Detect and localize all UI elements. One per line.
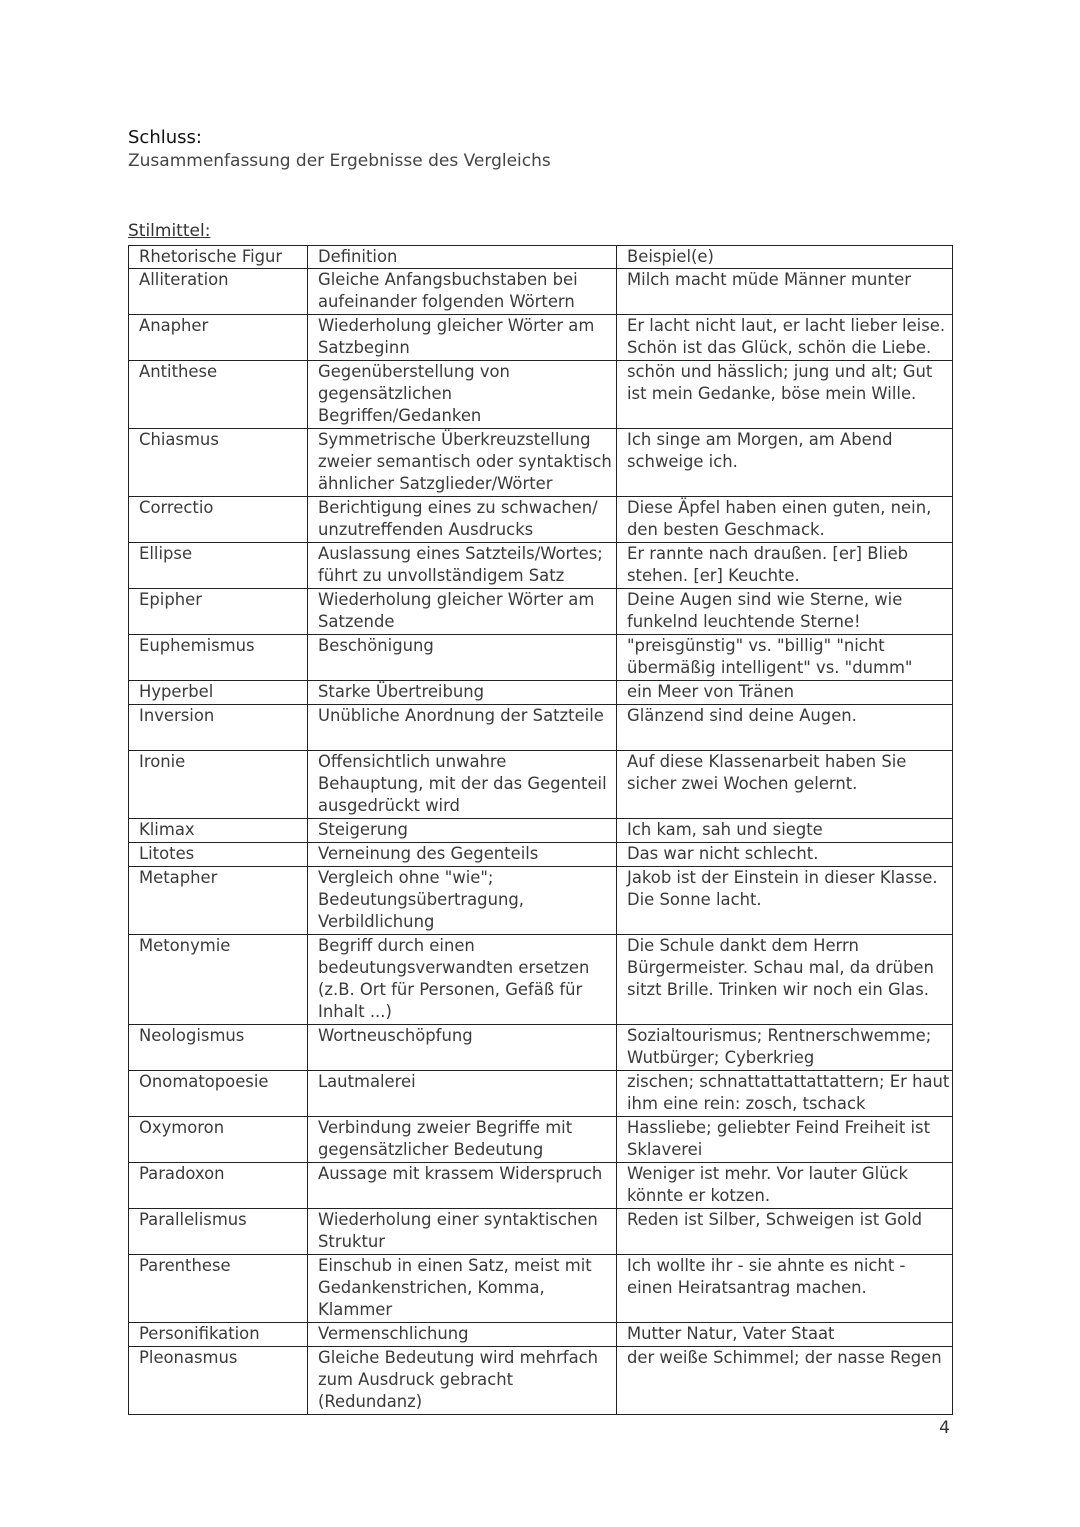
cell-example: schön und hässlich; jung und alt; Gut ist mein Gedanke, böse mein Wille. [617, 361, 953, 429]
cell-example: Hassliebe; geliebter Feind Freiheit ist Sklaverei [617, 1117, 953, 1163]
table-row [129, 751, 953, 819]
cell-definition: Unübliche Anordnung der Satzteile [308, 705, 617, 751]
cell-example: Ich wollte ihr - sie ahnte es nicht - einen Heiratsantrag machen. [617, 1255, 953, 1323]
cell-figure: Personifikation [129, 1323, 308, 1347]
cell-definition: Einschub in einen Satz, meist mit Gedankenstrichen, Komma, Klammer [308, 1255, 617, 1323]
cell-definition: Steigerung [308, 819, 617, 843]
cell-example: zischen; schnattattattattattern; Er haut ihm eine rein: zosch, tschack [617, 1071, 953, 1117]
cell-example: Milch macht müde Männer munter [617, 269, 953, 315]
cell-example: Weniger ist mehr. Vor lauter Glück könnte er kotzen. [617, 1163, 953, 1209]
table-row [129, 843, 953, 867]
cell-figure: Hyperbel [129, 681, 308, 705]
cell-figure: Correctio [129, 497, 308, 543]
cell-example: Reden ist Silber, Schweigen ist Gold [617, 1209, 953, 1255]
table-caption: Stilmittel: [128, 221, 211, 241]
table-row [129, 429, 953, 497]
cell-definition: Verbindung zweier Begriffe mit gegensätzlicher Bedeutung [308, 1117, 617, 1163]
cell-figure: Oxymoron [129, 1117, 308, 1163]
cell-example: Mutter Natur, Vater Staat [617, 1323, 953, 1347]
cell-definition: Begriff durch einen bedeutungsverwandten ersetzen (z.B. Ort für Personen, Gefäß für Inhalt ...) [308, 935, 617, 1025]
cell-figure: Paradoxon [129, 1163, 308, 1209]
cell-definition: Verneinung des Gegenteils [308, 843, 617, 867]
cell-figure: Euphemismus [129, 635, 308, 681]
cell-definition: Lautmalerei [308, 1071, 617, 1117]
cell-definition: Gleiche Bedeutung wird mehrfach zum Ausdruck gebracht (Redundanz) [308, 1347, 617, 1415]
table-row [129, 705, 953, 751]
cell-example: Jakob ist der Einstein in dieser Klasse. Die Sonne lacht. [617, 867, 953, 935]
cell-figure: Metonymie [129, 935, 308, 1025]
table-row [129, 315, 953, 361]
cell-definition: Wiederholung einer syntaktischen Struktur [308, 1209, 617, 1255]
table-row [129, 497, 953, 543]
table-row [129, 269, 953, 315]
table-body [129, 269, 953, 1415]
stilmittel-table [128, 245, 953, 1415]
table-row [129, 1323, 953, 1347]
cell-figure: Onomatopoesie [129, 1071, 308, 1117]
table-row [129, 1025, 953, 1071]
table-row [129, 819, 953, 843]
cell-figure: Alliteration [129, 269, 308, 315]
table-row [129, 1209, 953, 1255]
cell-example: der weiße Schimmel; der nasse Regen [617, 1347, 953, 1415]
cell-definition: Offensichtlich unwahre Behauptung, mit der das Gegenteil ausgedrückt wird [308, 751, 617, 819]
table-row [129, 543, 953, 589]
cell-figure: Klimax [129, 819, 308, 843]
cell-example: Er lacht nicht laut, er lacht lieber leise. Schön ist das Glück, schön die Liebe. [617, 315, 953, 361]
cell-figure: Metapher [129, 867, 308, 935]
table-row [129, 1163, 953, 1209]
cell-example: "preisgünstig" vs. "billig" "nicht übermäßig intelligent" vs. "dumm" [617, 635, 953, 681]
cell-figure: Epipher [129, 589, 308, 635]
table-row [129, 635, 953, 681]
cell-figure: Litotes [129, 843, 308, 867]
cell-definition: Gegenüberstellung von gegensätzlichen Begriffen/Gedanken [308, 361, 617, 429]
cell-figure: Neologismus [129, 1025, 308, 1071]
cell-definition: Starke Übertreibung [308, 681, 617, 705]
cell-example: ein Meer von Tränen [617, 681, 953, 705]
cell-figure: Parallelismus [129, 1209, 308, 1255]
header-example: Beispiel(e) [617, 246, 953, 269]
cell-definition: Vermenschlichung [308, 1323, 617, 1347]
cell-definition: Beschönigung [308, 635, 617, 681]
cell-definition: Symmetrische Überkreuzstellung zweier semantisch oder syntaktisch ähnlicher Satzglieder/Wörter [308, 429, 617, 497]
cell-definition: Wiederholung gleicher Wörter am Satzbeginn [308, 315, 617, 361]
cell-example: Diese Äpfel haben einen guten, nein, den besten Geschmack. [617, 497, 953, 543]
cell-example: Glänzend sind deine Augen. [617, 705, 953, 751]
header-figure: Rhetorische Figur [129, 246, 308, 269]
page-number: 4 [939, 1418, 950, 1438]
cell-example: Sozialtourismus; Rentnerschwemme; Wutbürger; Cyberkrieg [617, 1025, 953, 1071]
cell-figure: Anapher [129, 315, 308, 361]
cell-figure: Ironie [129, 751, 308, 819]
table-row [129, 935, 953, 1025]
table-row [129, 1117, 953, 1163]
cell-example: Ich kam, sah und siegte [617, 819, 953, 843]
header-definition: Definition [308, 246, 617, 269]
cell-definition: Auslassung eines Satzteils/Wortes; führt zu unvollständigem Satz [308, 543, 617, 589]
cell-definition: Gleiche Anfangsbuchstaben bei aufeinander folgenden Wörtern [308, 269, 617, 315]
cell-definition: Wortneuschöpfung [308, 1025, 617, 1071]
cell-example: Die Schule dankt dem Herrn Bürgermeister. Schau mal, da drüben sitzt Brille. Trinken wir noch ein Glas. [617, 935, 953, 1025]
cell-figure: Parenthese [129, 1255, 308, 1323]
cell-figure: Ellipse [129, 543, 308, 589]
table-row [129, 1347, 953, 1415]
table-row [129, 1071, 953, 1117]
cell-figure: Antithese [129, 361, 308, 429]
table-row [129, 867, 953, 935]
table-row [129, 589, 953, 635]
table-row [129, 1255, 953, 1323]
cell-example: Er rannte nach draußen. [er] Blieb stehen. [er] Keuchte. [617, 543, 953, 589]
cell-example: Deine Augen sind wie Sterne, wie funkelnd leuchtende Sterne! [617, 589, 953, 635]
cell-definition: Berichtigung eines zu schwachen/ unzutreffenden Ausdrucks [308, 497, 617, 543]
cell-definition: Wiederholung gleicher Wörter am Satzende [308, 589, 617, 635]
section-subtitle: Zusammenfassung der Ergebnisse des Vergleichs [128, 151, 551, 171]
table-header-row [129, 246, 953, 269]
cell-definition: Aussage mit krassem Widerspruch [308, 1163, 617, 1209]
section-title: Schluss: [128, 127, 202, 148]
cell-example: Ich singe am Morgen, am Abend schweige ich. [617, 429, 953, 497]
cell-definition: Vergleich ohne "wie"; Bedeutungsübertragung, Verbildlichung [308, 867, 617, 935]
table-row [129, 681, 953, 705]
cell-figure: Pleonasmus [129, 1347, 308, 1415]
table-row [129, 361, 953, 429]
cell-figure: Inversion [129, 705, 308, 751]
cell-example: Das war nicht schlecht. [617, 843, 953, 867]
cell-example: Auf diese Klassenarbeit haben Sie sicher zwei Wochen gelernt. [617, 751, 953, 819]
cell-figure: Chiasmus [129, 429, 308, 497]
